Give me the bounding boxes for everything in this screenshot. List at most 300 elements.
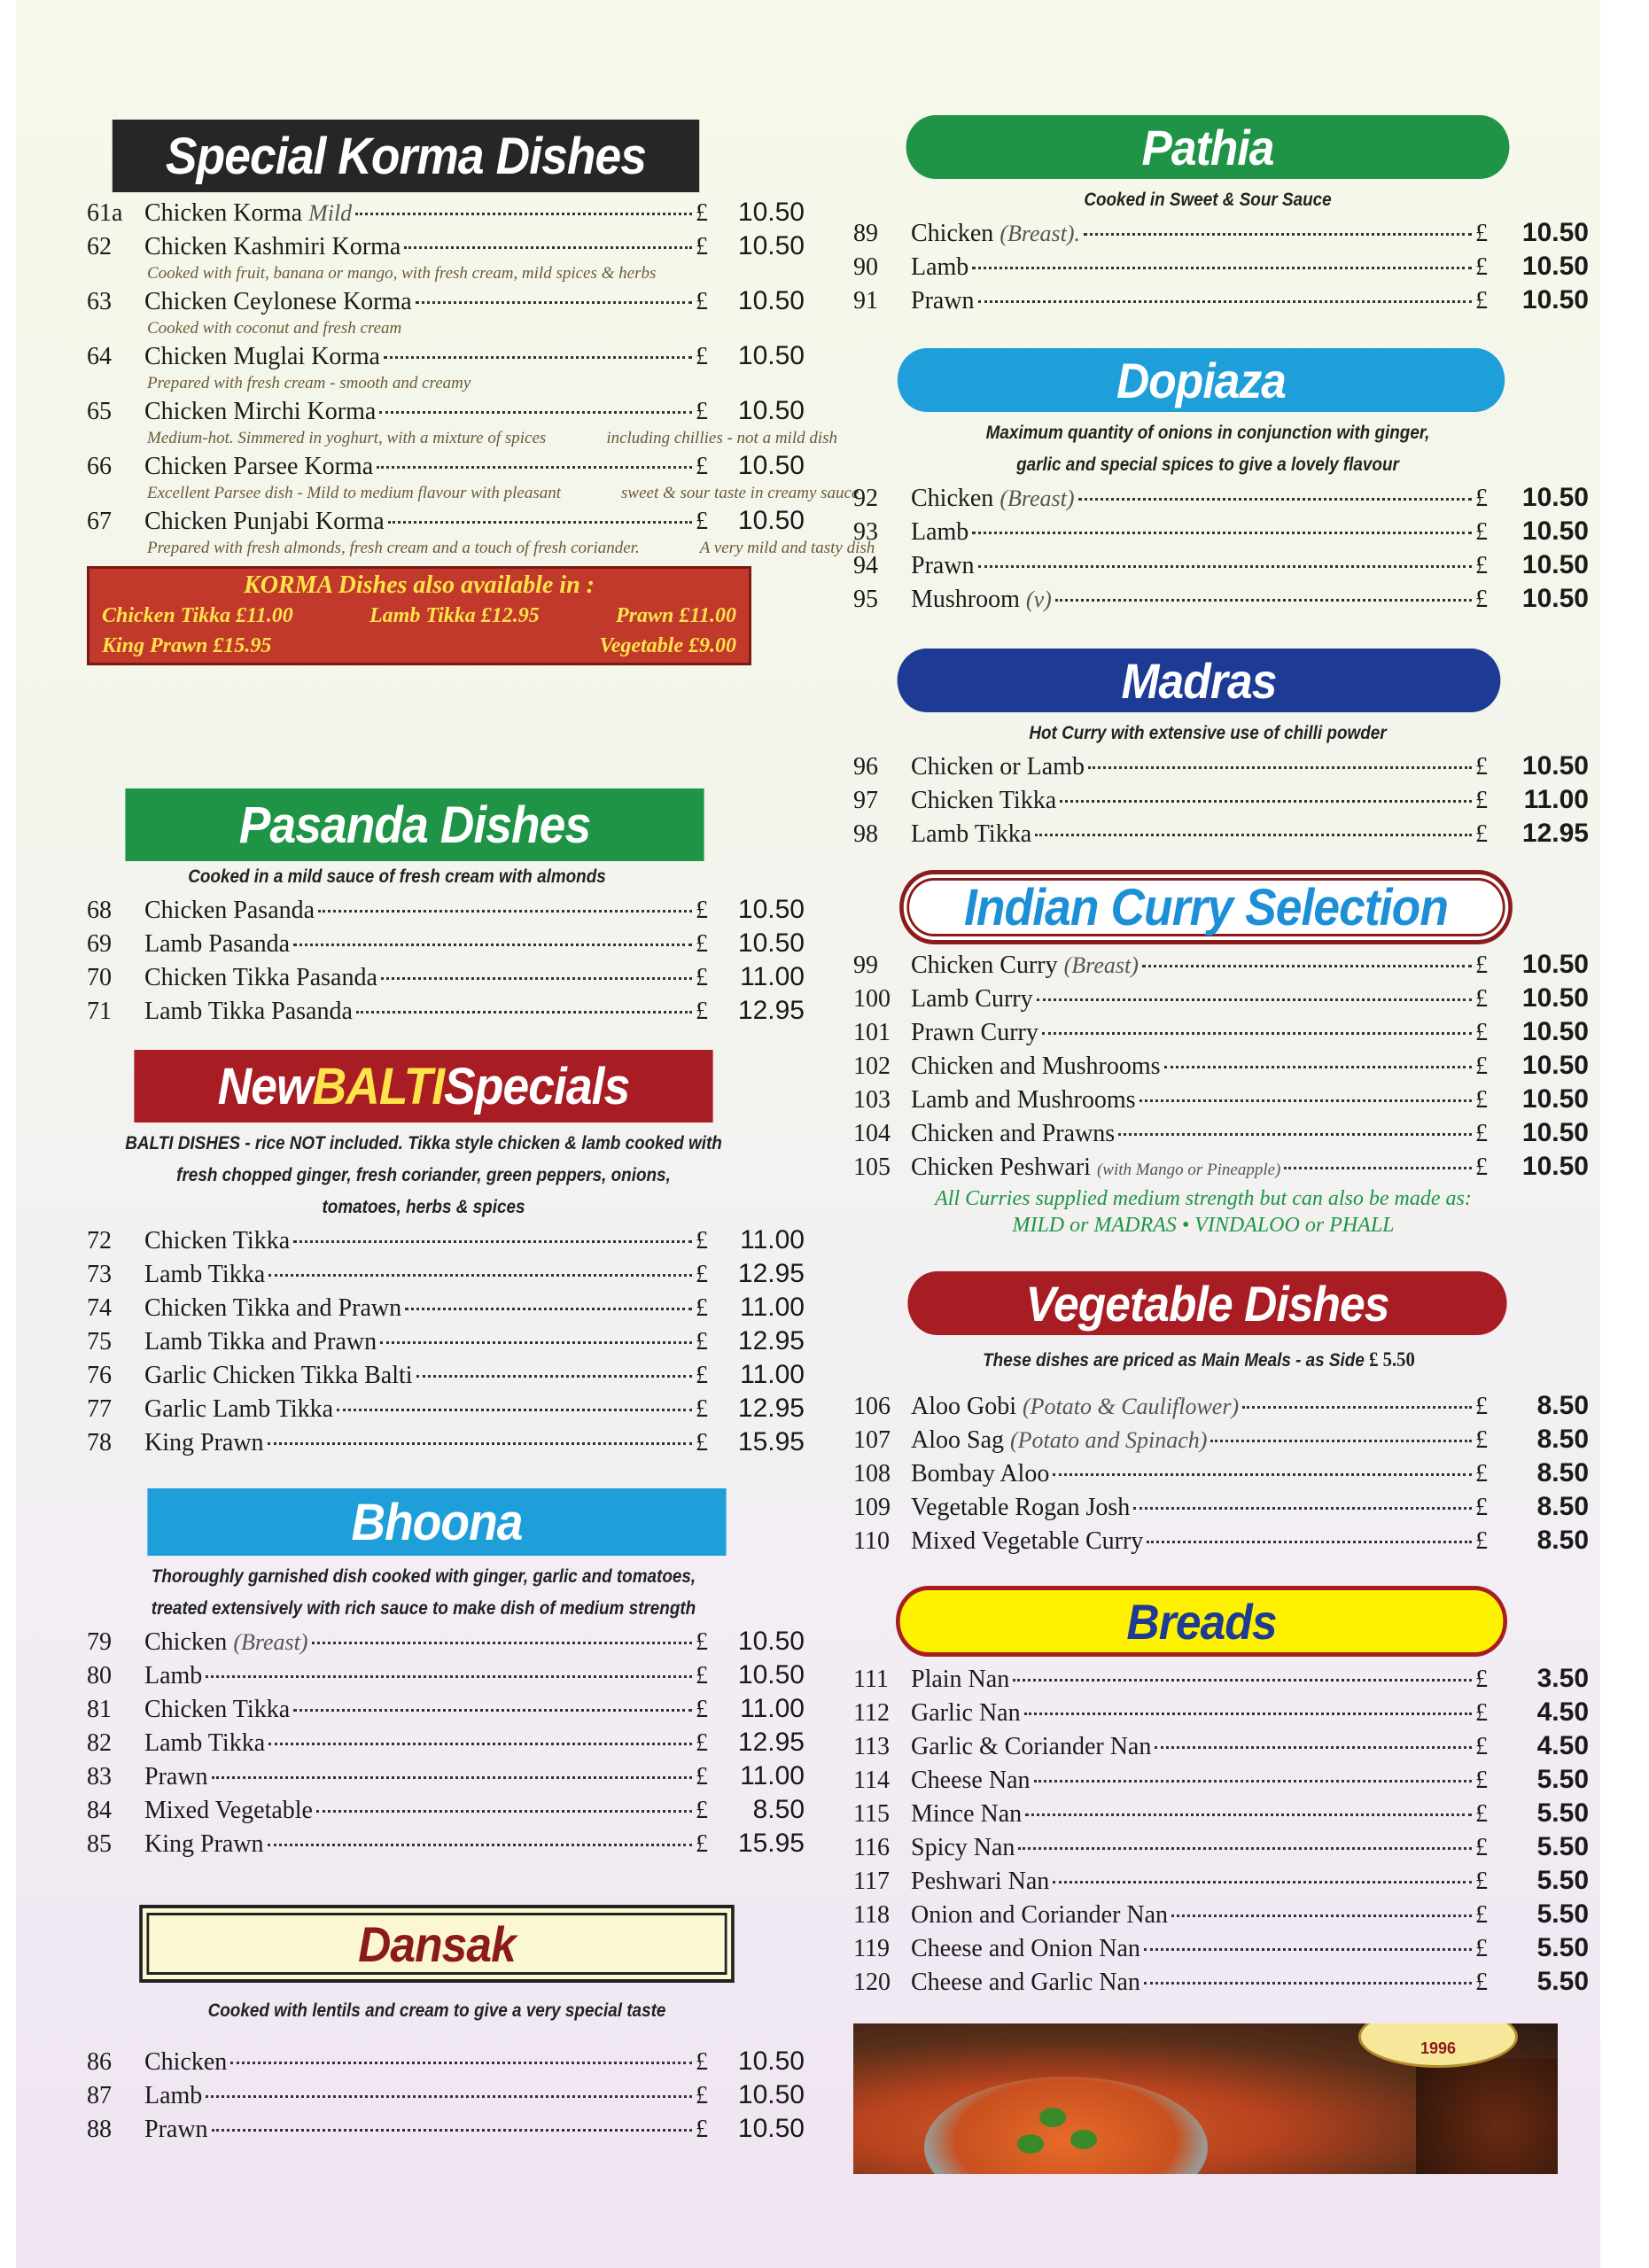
description-line: Thoroughly garnished dish cooked with ginger, garlic and tomatoes, <box>151 1566 696 1587</box>
item-name-text: Aloo Sag <box>911 1426 1004 1454</box>
item-name-text: Vegetable Rogan Josh <box>911 1494 1131 1521</box>
korma-also-row <box>102 631 736 661</box>
item-name <box>911 750 1085 784</box>
section-title: Vegetable Dishes <box>907 1271 1506 1335</box>
menu-item <box>853 1490 1589 1524</box>
item-name-text: Prawn <box>911 287 975 315</box>
item-price: 15.95 <box>737 1829 805 1858</box>
item-name <box>911 1966 1140 2000</box>
item-number: 115 <box>853 1800 890 1828</box>
item-number: 85 <box>87 1830 112 1858</box>
menu-item <box>853 750 1589 783</box>
dansak-section <box>87 1905 805 2146</box>
section-description <box>888 1344 1510 1377</box>
description-text: These dishes are priced as Main Meals - as Side <box>983 1350 1365 1371</box>
item-name <box>144 1659 202 1693</box>
description-line: garlic and special spices to give a lovely flavour <box>1016 454 1399 475</box>
item-name <box>144 2113 208 2147</box>
item-price: 10.50 <box>1521 550 1589 579</box>
item-number: 84 <box>87 1797 112 1824</box>
item-name-text: Peshwari Nan <box>911 1868 1050 1895</box>
currency-symbol: £ <box>696 1696 708 1723</box>
item-name <box>911 482 1075 516</box>
korma-also-option: Chicken Tikka £11.00 <box>102 604 293 627</box>
item-list <box>87 2045 805 2146</box>
item-name-text: Cheese and Garlic Nan <box>911 1969 1140 1996</box>
dot-leader <box>1155 1746 1472 1749</box>
currency-symbol: £ <box>696 1362 708 1389</box>
item-name <box>911 1663 1009 1697</box>
menu-item <box>87 1291 805 1324</box>
item-price: 5.50 <box>1536 1866 1589 1895</box>
dot-leader <box>1035 834 1472 836</box>
menu-item <box>853 1083 1589 1116</box>
item-name <box>911 1016 1038 1050</box>
item-number: 74 <box>87 1294 112 1322</box>
item-name-text: Prawn <box>144 2116 208 2143</box>
item-name-text: Chicken or Lamb <box>911 753 1085 781</box>
dot-leader <box>293 944 692 946</box>
item-name <box>144 1258 265 1292</box>
item-number: 72 <box>87 1227 112 1254</box>
item-number: 67 <box>87 508 112 535</box>
item-number: 62 <box>87 233 112 260</box>
currency-symbol: £ <box>696 1261 708 1288</box>
dot-leader <box>293 1240 692 1243</box>
title-part: Specials <box>444 1057 630 1115</box>
menu-item <box>853 1456 1589 1490</box>
item-number: 66 <box>87 453 112 480</box>
item-name <box>911 784 1056 818</box>
item-name <box>911 516 968 549</box>
item-name-text: Mince Nan <box>911 1800 1023 1828</box>
curry-section <box>853 870 1589 1239</box>
item-name-text: Chicken Korma <box>144 199 303 227</box>
item-name-text: Lamb and Mushrooms <box>911 1086 1136 1114</box>
item-name <box>911 1697 1021 1730</box>
dot-leader <box>978 300 1472 303</box>
pathia-section <box>853 115 1589 317</box>
currency-symbol: £ <box>1475 1120 1488 1147</box>
dot-leader <box>1024 1713 1472 1715</box>
menu-item <box>853 1763 1589 1797</box>
item-name-text: Lamb Tikka <box>911 820 1032 848</box>
item-list <box>853 1662 1589 1999</box>
currency-symbol: £ <box>1475 787 1488 814</box>
menu-item <box>853 783 1589 817</box>
description-line: treated extensively with rich sauce to make dish of medium strength <box>151 1598 696 1619</box>
menu-item <box>87 1658 805 1692</box>
menu-item <box>87 196 805 229</box>
menu-item <box>87 1257 805 1291</box>
menu-item <box>853 515 1589 548</box>
dot-leader <box>355 213 692 215</box>
item-price: 10.50 <box>737 2114 805 2143</box>
korma-also-row <box>102 601 736 631</box>
item-name <box>911 983 1033 1016</box>
item-name-text: King Prawn <box>144 1429 264 1456</box>
item-number: 96 <box>853 753 878 781</box>
dot-leader <box>1164 1066 1472 1068</box>
item-price: 5.50 <box>1536 1832 1589 1861</box>
item-price: 11.00 <box>740 1225 805 1254</box>
currency-symbol: £ <box>1475 951 1488 979</box>
item-description: A very mild and tasty dish <box>699 539 875 557</box>
currency-symbol: £ <box>1475 1052 1488 1080</box>
dot-leader <box>972 267 1472 269</box>
menu-item <box>853 481 1589 515</box>
item-price: 5.50 <box>1536 1765 1589 1794</box>
item-name-text: Lamb Tikka <box>144 1261 266 1288</box>
item-number: 75 <box>87 1328 112 1355</box>
item-name <box>911 1151 1280 1187</box>
item-number: 82 <box>87 1729 112 1757</box>
currency-symbol: £ <box>1475 1868 1488 1895</box>
item-price: 12.95 <box>1521 819 1589 848</box>
item-number: 106 <box>853 1393 891 1420</box>
section-title: Indian Curry Selection <box>899 870 1513 944</box>
dot-leader <box>337 1409 692 1411</box>
dot-leader <box>1013 1679 1472 1682</box>
item-name <box>144 505 385 539</box>
item-number: 70 <box>87 964 112 991</box>
note-line: All Curries supplied medium strength but can also be made as: <box>935 1187 1472 1210</box>
item-name-text: Chicken Ceylonese Korma <box>144 288 412 315</box>
item-description: sweet & sour taste in creamy sauce <box>621 484 860 502</box>
section-title: Dopiaza <box>898 348 1505 412</box>
item-number: 93 <box>853 518 878 546</box>
menu-item <box>853 1797 1589 1830</box>
currency-symbol: £ <box>1475 1426 1488 1454</box>
pasanda-section <box>87 788 805 1028</box>
item-name <box>144 928 290 961</box>
item-qualifier: Mild <box>308 200 353 226</box>
curry-dish-image <box>924 2077 1208 2174</box>
currency-symbol: £ <box>696 1429 708 1456</box>
item-price: 11.00 <box>1523 785 1589 814</box>
section-title: Pathia <box>906 115 1510 179</box>
item-price: 10.50 <box>1521 584 1589 613</box>
item-name-text: Chicken Tikka <box>144 1696 291 1723</box>
section-description: Cooked with lentils and cream to give a very special taste <box>207 2000 666 2021</box>
item-name-text: Bombay Aloo <box>911 1460 1050 1487</box>
item-price: 10.50 <box>1521 1051 1589 1080</box>
item-list <box>87 1223 805 1459</box>
item-price: 10.50 <box>1521 1152 1589 1181</box>
dot-leader <box>206 2095 692 2098</box>
item-price: 5.50 <box>1536 1967 1589 1996</box>
item-name <box>144 1224 290 1258</box>
currency-symbol: £ <box>1475 1800 1488 1828</box>
item-description: including chillies - not a mild dish <box>606 429 838 447</box>
item-name-text: Chicken Kashmiri Korma <box>144 233 401 260</box>
item-number: 114 <box>853 1767 890 1794</box>
item-number: 83 <box>87 1763 112 1790</box>
korma-also-option: Lamb Tikka £12.95 <box>369 604 540 627</box>
item-price: 10.50 <box>737 341 805 370</box>
dot-leader <box>1144 1982 1472 1984</box>
item-number: 73 <box>87 1261 112 1288</box>
item-name <box>911 1831 1015 1865</box>
item-description: Medium-hot. Simmered in yoghurt, with a mixture of spices <box>147 429 547 447</box>
menu-item <box>87 449 805 483</box>
breads-section <box>853 1586 1589 1999</box>
menu-item <box>87 1793 805 1827</box>
dot-leader <box>1053 1473 1472 1476</box>
dot-leader <box>312 1642 692 1644</box>
currency-symbol: £ <box>696 1227 708 1254</box>
item-price: 10.50 <box>737 895 805 924</box>
item-qualifier: (Breast) <box>233 1629 308 1655</box>
currency-symbol: £ <box>1475 1393 1488 1420</box>
item-name-text: Chicken <box>144 1628 228 1656</box>
menu-item <box>87 1324 805 1358</box>
korma-also-option: Prawn £11.00 <box>615 604 736 627</box>
item-list <box>853 216 1589 317</box>
item-number: 87 <box>87 2082 112 2109</box>
item-price: 11.00 <box>740 1694 805 1723</box>
currency-symbol: £ <box>696 453 708 480</box>
item-number: 116 <box>853 1834 890 1861</box>
item-number: 80 <box>87 1662 112 1689</box>
item-name-text: Lamb <box>911 253 969 281</box>
item-name <box>911 1084 1136 1117</box>
item-qualifier: (Breast) <box>1063 952 1139 978</box>
dot-leader <box>268 1743 692 1745</box>
item-name-text: Plain Nan <box>911 1666 1010 1693</box>
item-name-text: Lamb Curry <box>911 985 1033 1013</box>
item-name <box>144 1359 413 1393</box>
item-list <box>853 948 1589 1184</box>
item-number: 120 <box>853 1969 891 1996</box>
balti-section <box>87 1050 805 1459</box>
dot-leader <box>293 1709 692 1712</box>
menu-item <box>853 1931 1589 1965</box>
dot-leader <box>405 1308 692 1310</box>
item-number: 71 <box>87 998 112 1025</box>
currency-symbol: £ <box>1475 1666 1488 1693</box>
item-name <box>144 2079 202 2113</box>
dot-leader <box>380 1341 692 1344</box>
section-title: Pasanda Dishes <box>125 788 704 861</box>
dot-leader <box>1147 1541 1472 1543</box>
item-name-text: Chicken Tikka and Prawn <box>144 1294 402 1322</box>
dot-leader <box>356 1011 692 1014</box>
item-name-text: Lamb Pasanda <box>144 930 291 958</box>
item-number: 108 <box>853 1460 891 1487</box>
section-title <box>134 1050 712 1122</box>
garnish <box>1017 2134 1044 2154</box>
menu-item <box>87 960 805 994</box>
item-price: 10.50 <box>737 1660 805 1689</box>
item-name-text: King Prawn <box>144 1830 264 1858</box>
item-description: Prepared with fresh cream - smooth and creamy <box>147 374 471 392</box>
currency-symbol: £ <box>1475 1494 1488 1521</box>
item-name <box>911 949 1139 983</box>
dot-leader <box>416 301 692 304</box>
menu-item <box>853 1729 1589 1763</box>
menu-item <box>87 1425 805 1459</box>
menu-item <box>87 284 805 318</box>
description-line: fresh chopped ginger, fresh coriander, green peppers, onions, <box>176 1165 671 1185</box>
currency-symbol: £ <box>1475 753 1488 781</box>
item-name <box>911 284 975 318</box>
item-number: 111 <box>853 1666 889 1693</box>
dot-leader <box>1088 766 1472 769</box>
item-price: 3.50 <box>1536 1664 1589 1693</box>
dot-leader <box>377 466 692 469</box>
dot-leader <box>1037 998 1472 1001</box>
item-name-text: Lamb Tikka <box>144 1729 266 1757</box>
menu-item <box>853 948 1589 982</box>
item-price: 10.50 <box>737 286 805 315</box>
item-price: 11.00 <box>740 1360 805 1389</box>
currency-symbol: £ <box>696 930 708 958</box>
dot-leader <box>1055 599 1472 602</box>
korma-also-option: King Prawn £15.95 <box>102 634 272 657</box>
item-price: 11.00 <box>740 1293 805 1322</box>
currency-symbol: £ <box>1475 1733 1488 1760</box>
item-number: 78 <box>87 1429 112 1456</box>
section-description: Cooked in Sweet & Sour Sauce <box>1084 190 1332 210</box>
currency-symbol: £ <box>696 2048 708 2076</box>
garnish <box>1039 2108 1066 2127</box>
item-number: 109 <box>853 1494 891 1521</box>
currency-symbol: £ <box>696 2116 708 2143</box>
item-name-text: Chicken Parsee Korma <box>144 453 374 480</box>
item-price: 10.50 <box>737 2047 805 2076</box>
item-name <box>144 1693 290 1727</box>
item-list <box>853 481 1589 616</box>
menu-item <box>87 1759 805 1793</box>
item-price: 10.50 <box>737 231 805 260</box>
item-number: 105 <box>853 1153 891 1181</box>
item-name <box>144 1760 208 1794</box>
section-description <box>87 1561 760 1625</box>
dot-leader <box>1242 1406 1472 1409</box>
item-name-text: Chicken Tikka Pasanda <box>144 964 377 991</box>
item-price: 12.95 <box>737 1728 805 1757</box>
item-name-text: Mixed Vegetable Curry <box>911 1527 1144 1555</box>
item-number: 113 <box>853 1733 890 1760</box>
currency-symbol: £ <box>1475 1527 1488 1555</box>
item-name <box>911 1865 1049 1899</box>
menu-item <box>87 2045 805 2078</box>
item-name <box>144 1794 313 1828</box>
item-name <box>911 1932 1140 1966</box>
dot-leader <box>1018 1847 1472 1850</box>
item-number: 77 <box>87 1395 112 1423</box>
item-name-text: Garlic & Coriander Nan <box>911 1733 1152 1760</box>
item-name <box>144 1426 264 1460</box>
item-description: Excellent Parsee dish - Mild to medium flavour with pleasant <box>147 484 562 502</box>
menu-item <box>853 582 1589 616</box>
item-number: 88 <box>87 2116 112 2143</box>
item-name-text: Mixed Vegetable <box>144 1797 313 1824</box>
item-name <box>911 1491 1130 1525</box>
item-description: Cooked with fruit, banana or mango, with fresh cream, mild spices & herbs <box>147 264 657 283</box>
item-name-text: Lamb <box>144 2082 203 2109</box>
item-name-text: Lamb Tikka and Prawn <box>144 1328 377 1355</box>
menu-item <box>87 339 805 373</box>
item-name-text: Spicy Nan <box>911 1834 1015 1861</box>
dot-leader <box>268 1442 692 1445</box>
item-name-text: Chicken Muglai Korma <box>144 343 380 370</box>
item-name <box>911 583 1052 617</box>
item-name <box>911 1798 1022 1831</box>
section-title: Breads <box>896 1586 1507 1657</box>
menu-item <box>853 1389 1589 1423</box>
currency-symbol: £ <box>696 233 708 260</box>
menu-item <box>87 994 805 1028</box>
item-number: 90 <box>853 253 878 281</box>
item-name-text: Aloo Gobi <box>911 1393 1016 1420</box>
item-price: 10.50 <box>737 2080 805 2109</box>
item-number: 68 <box>87 897 112 924</box>
item-price: 11.00 <box>740 1761 805 1790</box>
menu-item <box>853 1696 1589 1729</box>
currency-symbol: £ <box>696 1797 708 1824</box>
item-name <box>911 1390 1239 1424</box>
description-line: tomatoes, herbs & spices <box>322 1197 525 1217</box>
menu-item <box>87 1392 805 1425</box>
menu-item <box>853 250 1589 284</box>
item-name <box>911 1424 1207 1457</box>
dot-leader <box>1171 1915 1472 1917</box>
currency-symbol: £ <box>1475 1834 1488 1861</box>
item-name-text: Chicken Tikka <box>144 1227 291 1254</box>
dot-leader <box>268 1844 692 1846</box>
menu-item <box>853 1049 1589 1083</box>
currency-symbol: £ <box>1475 985 1488 1013</box>
section-description: Cooked in a mild sauce of fresh cream with almonds <box>188 866 606 887</box>
item-number: 101 <box>853 1019 891 1046</box>
item-price: 12.95 <box>737 996 805 1025</box>
currency-symbol: £ <box>1475 1935 1488 1962</box>
dot-leader <box>1133 1507 1472 1510</box>
menu-item <box>853 1524 1589 1557</box>
currency-symbol: £ <box>696 343 708 370</box>
dot-leader <box>212 2129 692 2132</box>
description-line: Maximum quantity of onions in conjunction with ginger, <box>985 423 1430 443</box>
item-price: 8.50 <box>1536 1526 1589 1555</box>
item-name <box>911 549 975 583</box>
item-name-text: Prawn <box>911 552 975 579</box>
item-name <box>144 894 315 928</box>
item-name-text: Chicken Tikka <box>911 787 1057 814</box>
item-name <box>144 395 376 429</box>
currency-symbol: £ <box>1475 253 1488 281</box>
madras-section <box>853 649 1589 850</box>
item-price: 5.50 <box>1536 1798 1589 1828</box>
dot-leader <box>268 1274 692 1277</box>
item-number: 102 <box>853 1052 891 1080</box>
currency-symbol: £ <box>696 508 708 535</box>
item-description: Cooked with coconut and fresh cream <box>147 319 402 338</box>
item-price: 8.50 <box>752 1795 805 1824</box>
item-price: 8.50 <box>1536 1391 1589 1420</box>
item-name-text: Prawn Curry <box>911 1019 1038 1046</box>
dot-leader <box>404 246 692 249</box>
item-price: 10.50 <box>1521 1118 1589 1147</box>
dot-leader <box>384 356 692 359</box>
section-title: Bhoona <box>147 1488 726 1556</box>
item-number: 95 <box>853 586 878 613</box>
currency-symbol: £ <box>696 1830 708 1858</box>
dot-leader <box>1144 1948 1472 1951</box>
item-number: 112 <box>853 1699 890 1727</box>
item-price: 10.50 <box>1521 983 1589 1013</box>
